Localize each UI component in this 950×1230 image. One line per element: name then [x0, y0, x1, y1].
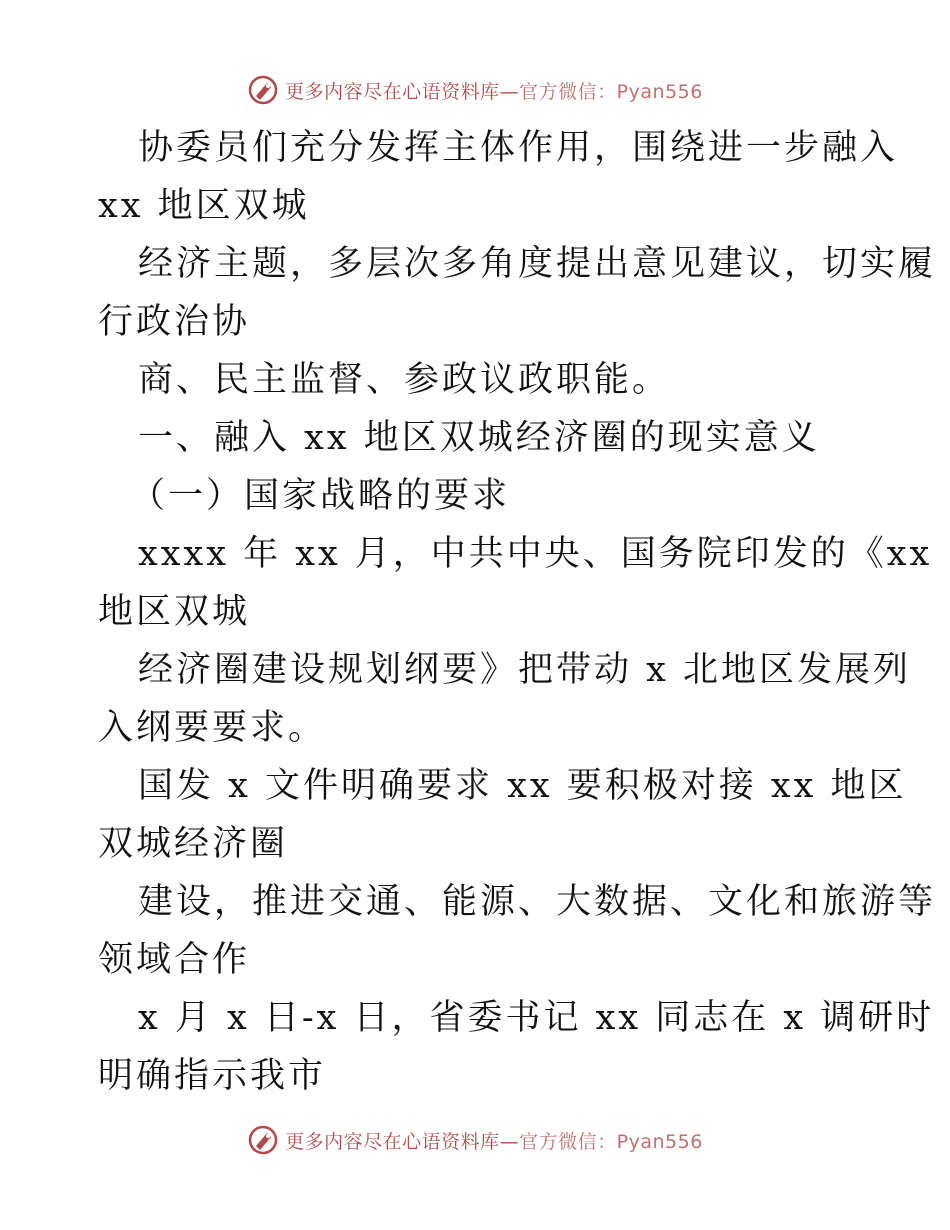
doc-line-4: 行政治协 — [98, 302, 251, 342]
doc-line-12: 国发 x 文件明确要求 xx 要积极对接 xx 地区 — [138, 766, 907, 806]
watermark-text — [285, 77, 703, 104]
doc-line-2: xx 地区双城 — [98, 186, 310, 226]
doc-line-9: 地区双城 — [98, 592, 251, 632]
header-watermark-banner — [0, 70, 950, 110]
footer-watermark-banner — [0, 1120, 950, 1160]
watermark-main-text: 更多内容尽在心语资料库 — [285, 80, 500, 103]
watermark-wechat-text: 官方微信：Pyan556 — [519, 80, 703, 103]
doc-line-14: 建设，推进交通、能源、大数据、文化和旅游等 — [138, 882, 937, 922]
doc-line-15: 领域合作 — [98, 940, 251, 980]
watermark-separator: — — [499, 1130, 520, 1153]
doc-line-7-subheading: （一）国家战略的要求 — [130, 476, 511, 516]
doc-line-16: x 月 x 日-x 日，省委书记 xx 同志在 x 调研时 — [138, 998, 935, 1038]
doc-line-1: 协委员们充分发挥主体作用，围绕进一步融入 — [138, 128, 899, 168]
doc-line-5: 商、民主监督、参政议政职能。 — [138, 360, 671, 400]
doc-line-8: xxxx 年 xx 月，中共中央、国务院印发的《xx — [138, 534, 933, 574]
pen-nib-logo-icon — [247, 1124, 279, 1156]
watermark-wechat-text: 官方微信：Pyan556 — [519, 1130, 703, 1153]
doc-line-6-heading: 一、融入 xx 地区双城经济圈的现实意义 — [138, 418, 820, 458]
watermark-separator: — — [499, 80, 520, 103]
doc-line-11: 入纲要要求。 — [98, 708, 327, 748]
watermark-text — [285, 1127, 703, 1154]
doc-line-13: 双城经济圈 — [98, 824, 289, 864]
doc-line-3: 经济主题，多层次多角度提出意见建议，切实履 — [138, 244, 937, 284]
doc-line-10: 经济圈建设规划纲要》把带动 x 北地区发展列 — [138, 650, 911, 690]
doc-line-17: 明确指示我市 — [98, 1056, 327, 1096]
watermark-main-text: 更多内容尽在心语资料库 — [285, 1130, 500, 1153]
pen-nib-logo-icon — [247, 74, 279, 106]
